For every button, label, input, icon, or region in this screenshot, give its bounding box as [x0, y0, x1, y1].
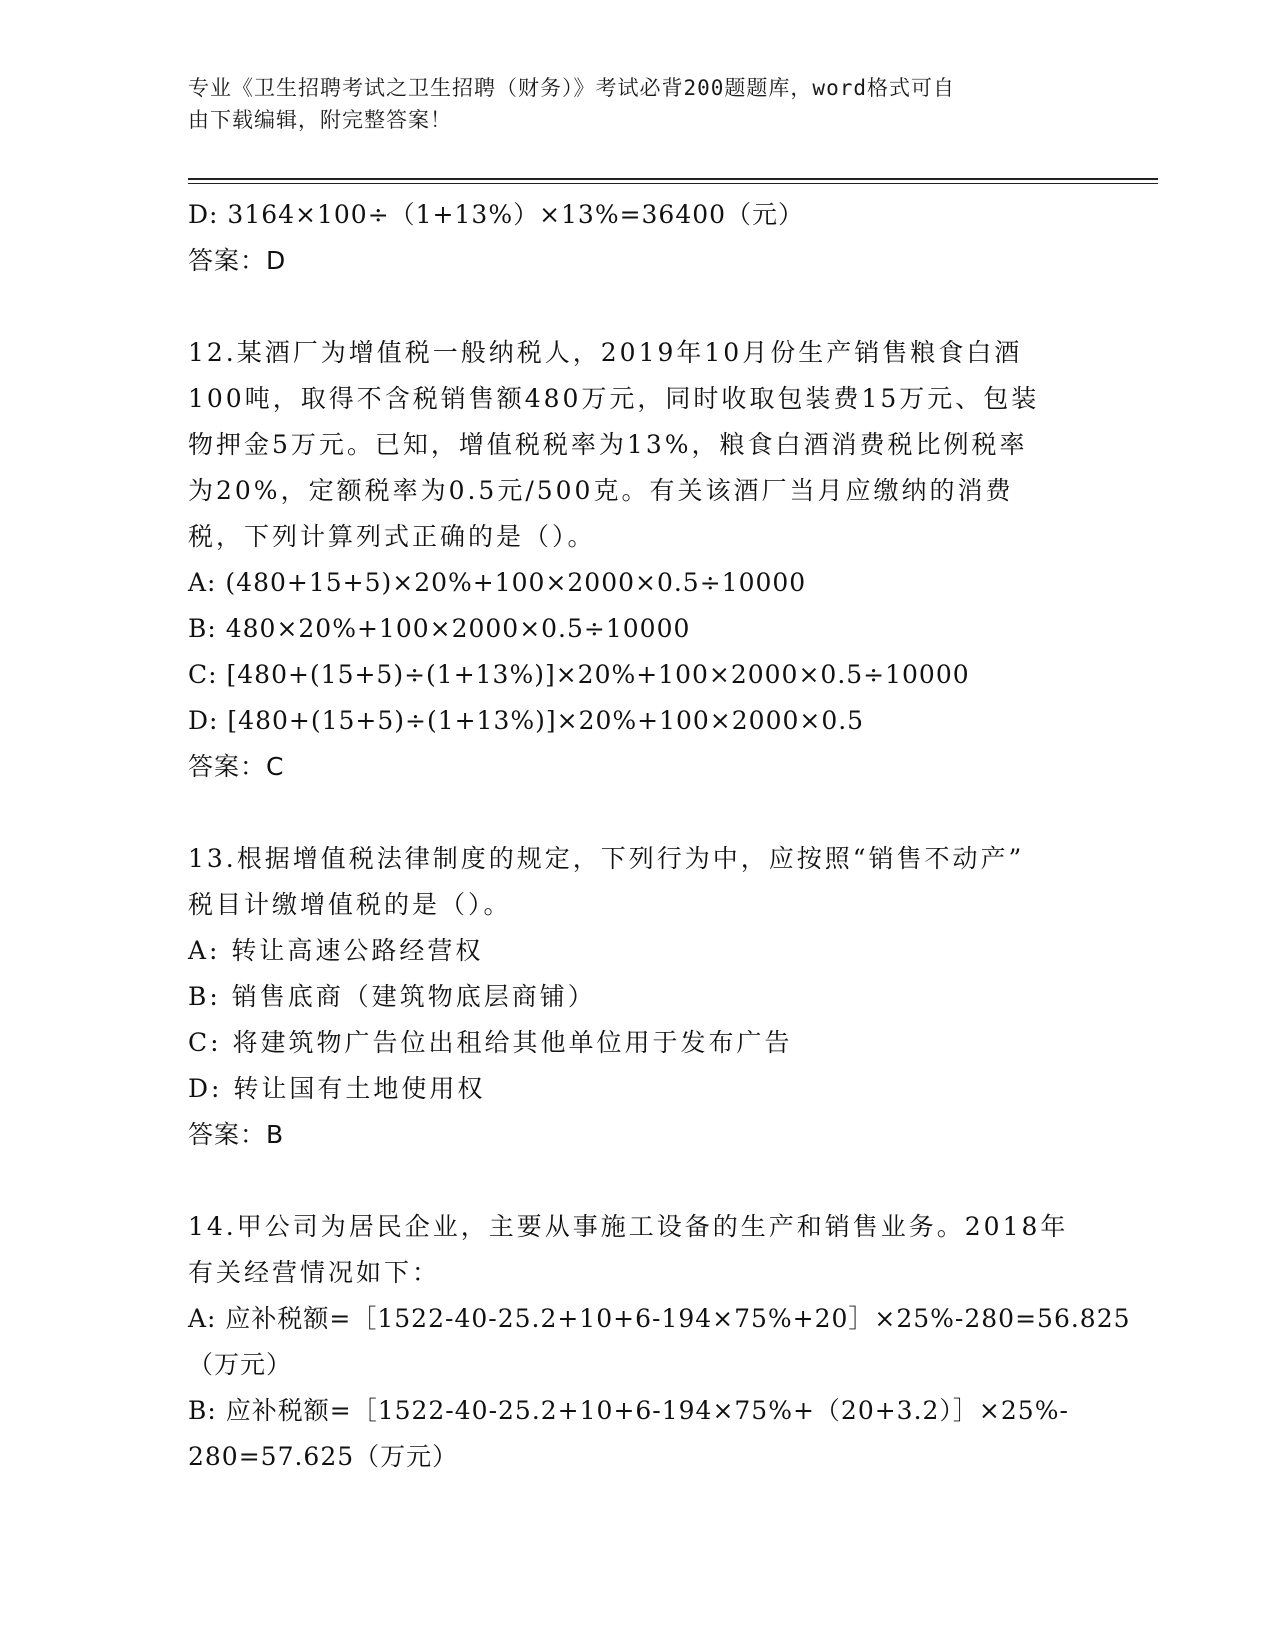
option-b: B: 应补税额=［1522-40-25.2+10+6-194×75%+（20+3.2）］×25%- [188, 1396, 1069, 1425]
document-header [188, 72, 1068, 136]
option-b-continued: 280=57.625（万元） [188, 1442, 459, 1471]
header-line-1: 专业《卫生招聘考试之卫生招聘（财务）》考试必背200题题库，word格式可自 [188, 76, 955, 100]
question-stem-line: 为20%，定额税率为0.5元/500克。有关该酒厂当月应缴纳的消费 [188, 476, 1014, 505]
option-a: A: 应补税额=［1522-40-25.2+10+6-194×75%+20］×25%-280=56.825 [188, 1304, 1131, 1333]
answer-line: 答案：B [188, 1120, 285, 1149]
question-stem-line: 13.根据增值税法律制度的规定，下列行为中，应按照“销售不动产” [188, 844, 1025, 873]
question-stem-line: 100吨，取得不含税销售额480万元，同时收取包装费15万元、包装 [188, 384, 1040, 413]
header-line-2: 由下载编辑，附完整答案！ [188, 108, 452, 132]
option-a: A: 转让高速公路经营权 [188, 936, 484, 965]
option-b: B: 销售底商（建筑物底层商铺） [188, 982, 596, 1011]
option-d: D: 3164×100÷（1+13%）×13%=36400（元） [188, 200, 805, 229]
option-c: C: 将建筑物广告位出租给其他单位用于发布广告 [188, 1028, 793, 1057]
option-a: A: (480+15+5)×20%+100×2000×0.5÷10000 [188, 568, 807, 597]
option-a-continued: （万元） [188, 1350, 293, 1379]
previous-question-tail [188, 192, 1088, 284]
option-c: C: [480+(15+5)÷(1+13%)]×20%+100×2000×0.5÷10000 [188, 660, 970, 689]
answer-line: 答案：C [188, 752, 285, 781]
question-12 [188, 330, 1088, 790]
question-14 [188, 1204, 1131, 1480]
option-d: D: [480+(15+5)÷(1+13%)]×20%+100×2000×0.5 [188, 706, 865, 735]
answer-line: 答案：D [188, 246, 287, 275]
question-stem-line: 12.某酒厂为增值税一般纳税人，2019年10月份生产销售粮食白酒 [188, 338, 1023, 367]
option-d: D: 转让国有土地使用权 [188, 1074, 486, 1103]
option-b: B: 480×20%+100×2000×0.5÷10000 [188, 614, 691, 643]
question-stem-line: 有关经营情况如下： [188, 1258, 441, 1287]
header-rule-thin [188, 183, 1158, 184]
question-stem-line: 物押金5万元。已知，增值税税率为13%，粮食白酒消费税比例税率 [188, 430, 1028, 459]
question-stem-line: 税，下列计算列式正确的是（）。 [188, 522, 596, 551]
header-rule-thick [188, 178, 1158, 180]
question-13 [188, 836, 1088, 1158]
document-body [188, 192, 1131, 1480]
question-stem-line: 14.甲公司为居民企业，主要从事施工设备的生产和销售业务。2018年 [188, 1212, 1069, 1241]
question-stem-line: 税目计缴增值税的是（）。 [188, 890, 512, 919]
